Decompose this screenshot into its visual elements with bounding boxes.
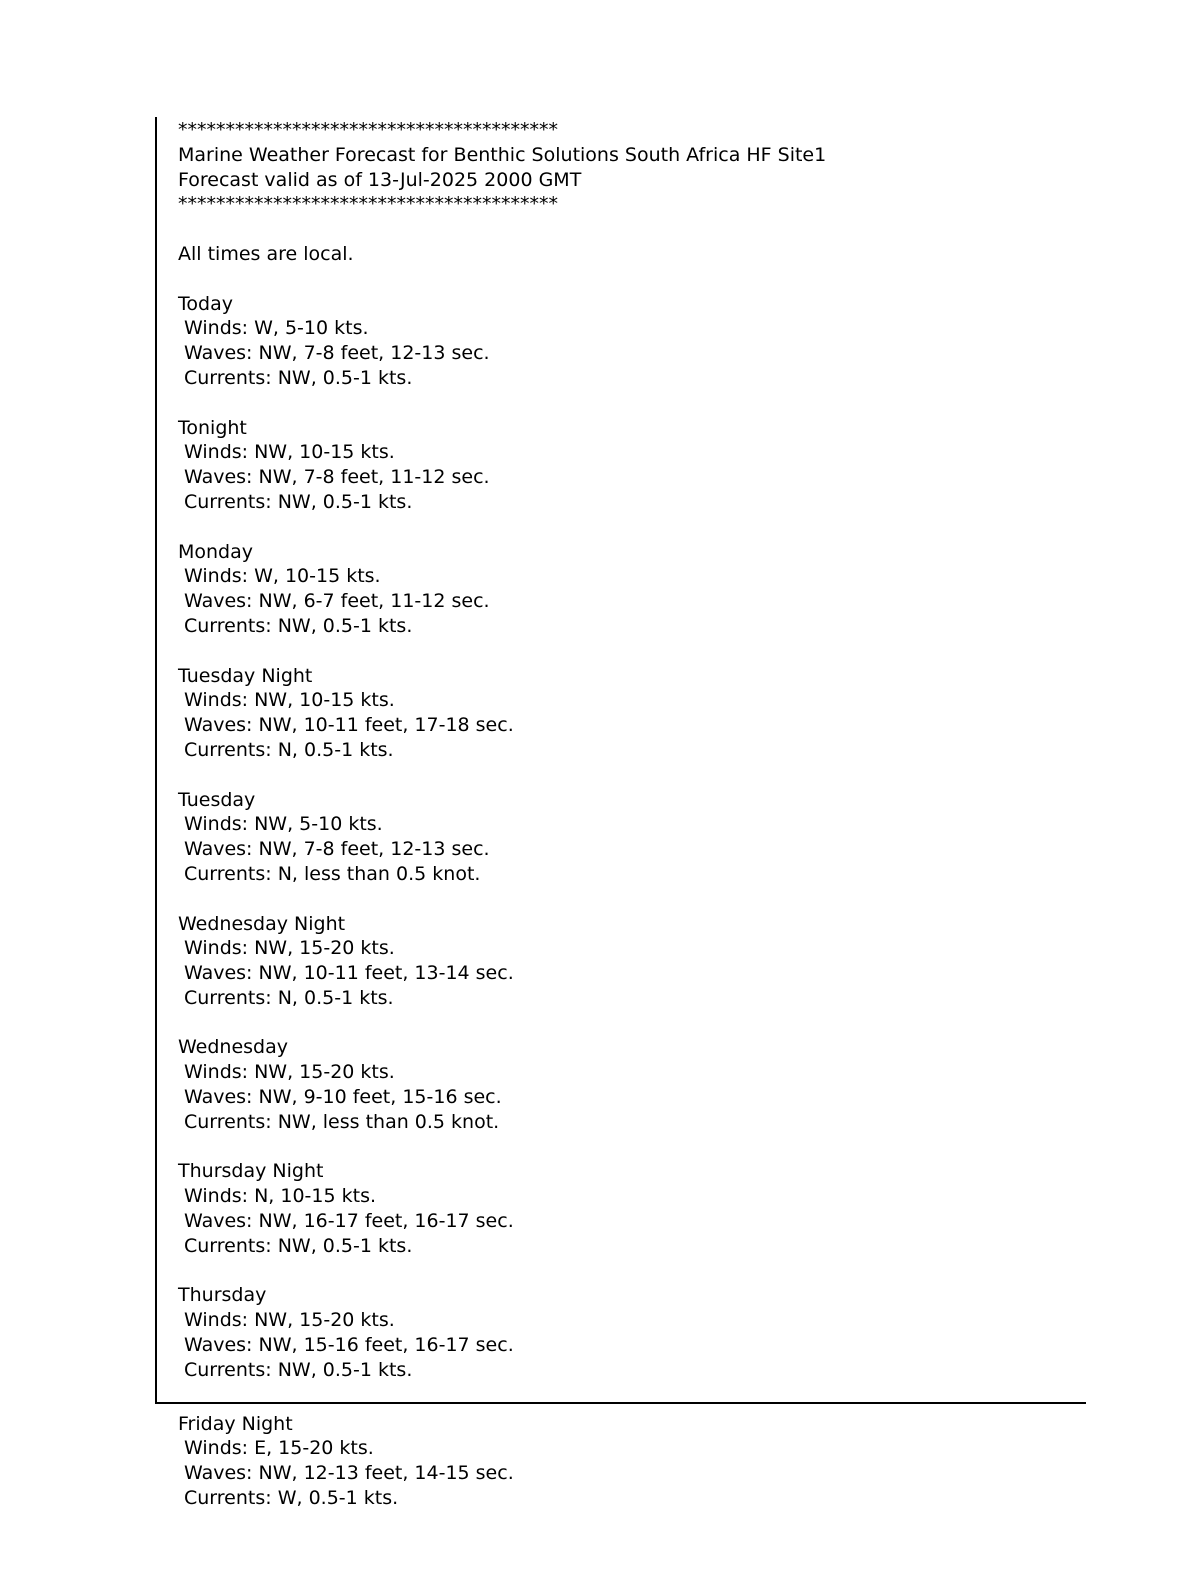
currents-line: Currents: N, less than 0.5 knot. <box>184 862 481 885</box>
currents-line: Currents: NW, 0.5-1 kts. <box>184 614 413 637</box>
forecast-valid-line: Forecast valid as of 13-Jul-2025 2000 GMT <box>178 168 582 191</box>
waves-line: Waves: NW, 9-10 feet, 15-16 sec. <box>184 1086 502 1109</box>
times-note: All times are local. <box>178 242 354 265</box>
waves-line: Waves: NW, 6-7 feet, 11-12 sec. <box>184 590 490 613</box>
period-name: Thursday Night <box>178 1160 324 1183</box>
currents-line: Currents: NW, 0.5-1 kts. <box>184 366 413 389</box>
period-name: Tuesday Night <box>178 664 313 687</box>
forecast-section-thursday <box>178 1283 1086 1382</box>
waves-line: Waves: NW, 12-13 feet, 14-15 sec. <box>184 1462 514 1485</box>
winds-line: Winds: NW, 15-20 kts. <box>184 1309 395 1332</box>
period-name: Wednesday <box>178 1036 289 1059</box>
forecast-border-frame <box>155 117 1086 1404</box>
waves-line: Waves: NW, 7-8 feet, 11-12 sec. <box>184 466 490 489</box>
period-name: Friday Night <box>178 1412 293 1435</box>
forecast-section-wednesday <box>178 1035 1086 1134</box>
winds-line: Winds: NW, 5-10 kts. <box>184 813 383 836</box>
forecast-section-thursday-night <box>178 1159 1086 1258</box>
forecast-section-tuesday <box>178 788 1086 887</box>
forecast-title: Marine Weather Forecast for Benthic Solutions South Africa HF Site1 <box>178 143 827 166</box>
currents-line: Currents: W, 0.5-1 kts. <box>184 1487 399 1510</box>
period-name: Today <box>178 292 233 315</box>
forecast-section-wednesday-night <box>178 912 1086 1011</box>
currents-line: Currents: N, 0.5-1 kts. <box>184 986 394 1009</box>
winds-line: Winds: NW, 15-20 kts. <box>184 937 395 960</box>
currents-line: Currents: NW, 0.5-1 kts. <box>184 1358 413 1381</box>
divider-asterisks-top: **************************************** <box>178 119 558 141</box>
forecast-section-friday-night <box>178 1412 1200 1511</box>
winds-line: Winds: E, 15-20 kts. <box>184 1437 374 1460</box>
period-name: Thursday <box>178 1284 267 1307</box>
winds-line: Winds: W, 5-10 kts. <box>184 317 369 340</box>
period-name: Wednesday Night <box>178 912 346 935</box>
waves-line: Waves: NW, 7-8 feet, 12-13 sec. <box>184 342 490 365</box>
waves-line: Waves: NW, 16-17 feet, 16-17 sec. <box>184 1210 514 1233</box>
forecast-section-tonight <box>178 416 1086 515</box>
winds-line: Winds: N, 10-15 kts. <box>184 1185 377 1208</box>
forecast-section-tuesday-night <box>178 664 1086 763</box>
winds-line: Winds: W, 10-15 kts. <box>184 565 381 588</box>
forecast-section-monday <box>178 540 1086 639</box>
currents-line: Currents: NW, 0.5-1 kts. <box>184 490 413 513</box>
waves-line: Waves: NW, 15-16 feet, 16-17 sec. <box>184 1334 514 1357</box>
waves-line: Waves: NW, 7-8 feet, 12-13 sec. <box>184 838 490 861</box>
waves-line: Waves: NW, 10-11 feet, 17-18 sec. <box>184 714 514 737</box>
divider-asterisks-bottom: **************************************** <box>178 193 558 216</box>
period-name: Tuesday <box>178 788 256 811</box>
currents-line: Currents: NW, less than 0.5 knot. <box>184 1110 500 1133</box>
content-below-frame <box>157 1404 1200 1511</box>
currents-line: Currents: N, 0.5-1 kts. <box>184 738 394 761</box>
winds-line: Winds: NW, 10-15 kts. <box>184 689 395 712</box>
currents-line: Currents: NW, 0.5-1 kts. <box>184 1234 413 1257</box>
period-name: Monday <box>178 540 254 563</box>
waves-line: Waves: NW, 10-11 feet, 13-14 sec. <box>184 962 514 985</box>
winds-line: Winds: NW, 10-15 kts. <box>184 441 395 464</box>
winds-line: Winds: NW, 15-20 kts. <box>184 1061 395 1084</box>
period-name: Tonight <box>178 416 247 439</box>
forecast-section-today <box>178 292 1086 391</box>
forecast-document <box>0 117 1200 1575</box>
